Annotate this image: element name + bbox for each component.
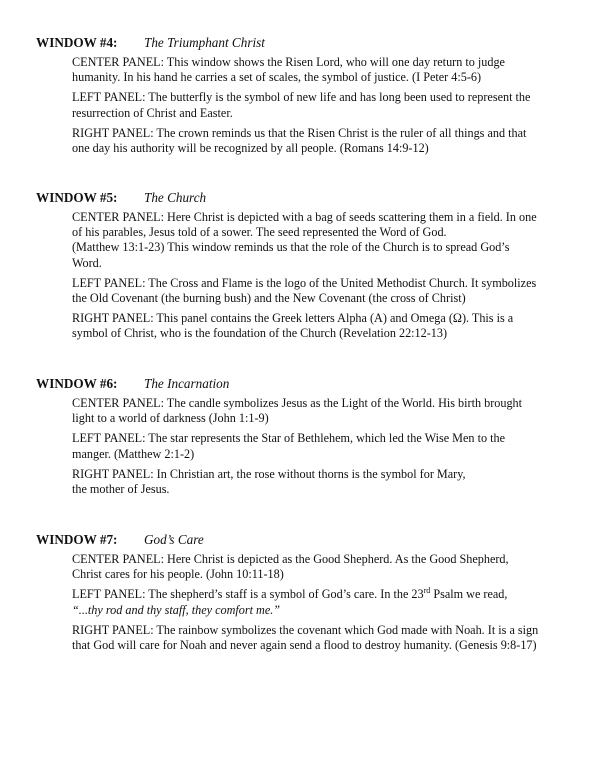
text-line: manger. (Matthew 2:1-2) xyxy=(72,446,195,461)
window-7-section xyxy=(36,532,576,653)
text-line: the Old Covenant (the burning bush) and the New Covenant (the cross of Christ) xyxy=(72,291,466,306)
text-line: CENTER PANEL: The candle symbolizes Jesus as the Light of the World. His birth brought xyxy=(72,396,523,410)
text-line: resurrection of Christ and Easter. xyxy=(72,105,233,120)
text-line: RIGHT PANEL: The crown reminds us that the Risen Christ is the ruler of all things and that xyxy=(72,125,527,140)
window-label: WINDOW #4: xyxy=(36,35,118,50)
window-5-section xyxy=(36,190,576,342)
text-line: Word. xyxy=(72,255,102,270)
window-4-heading xyxy=(36,35,576,51)
window-5-heading xyxy=(36,190,576,206)
text-line: RIGHT PANEL: This panel contains the Greek letters Alpha (A) and Omega (Ω). This is a xyxy=(72,311,514,326)
window-title: The Church xyxy=(144,190,207,205)
window-7-heading xyxy=(36,532,576,548)
window-6-heading xyxy=(36,376,576,392)
text-line xyxy=(72,587,572,602)
center-panel-description xyxy=(72,552,572,582)
window-label: WINDOW #6: xyxy=(36,376,118,391)
right-panel-description xyxy=(72,623,572,653)
text-line: RIGHT PANEL: The rainbow symbolizes the covenant which God made with Noah. It is a sign xyxy=(72,622,539,637)
left-panel-description xyxy=(72,431,572,461)
window-title: The Triumphant Christ xyxy=(144,35,265,50)
text-line: light to a world of darkness (John 1:1-9) xyxy=(72,411,269,426)
left-panel-description xyxy=(72,276,572,306)
window-label: WINDOW #5: xyxy=(36,190,118,205)
text-line: LEFT PANEL: The butterfly is the symbol of new life and has long been used to represent the xyxy=(72,90,531,105)
text-line: that God will care for Noah and never again send a flood to destroy humanity. (Genesis 9:8-17) xyxy=(72,638,537,653)
text-line: CENTER PANEL: Here Christ is depicted as the Good Shepherd. As the Good Shepherd, xyxy=(72,552,509,566)
window-title: God’s Care xyxy=(144,532,204,547)
text-segment: Psalm we read, xyxy=(430,587,508,602)
window-title: The Incarnation xyxy=(144,376,230,391)
right-panel-description xyxy=(72,467,572,497)
left-panel-description xyxy=(72,587,572,617)
window-4-section xyxy=(36,35,576,156)
window-label: WINDOW #7: xyxy=(36,532,118,547)
ordinal-superscript: rd xyxy=(423,586,431,596)
text-line: of his parables, Jesus told of a sower. The seed represented the Word of God. xyxy=(72,225,447,240)
text-line: one day his authority will be recognized by all people. (Romans 14:9-12) xyxy=(72,141,429,156)
text-line: Christ cares for his people. (John 10:11-18) xyxy=(72,567,284,582)
center-panel-description xyxy=(72,210,572,271)
right-panel-description xyxy=(72,126,572,156)
text-line: (Matthew 13:1-23) This window reminds us that the role of the Church is to spread God’s xyxy=(72,240,510,255)
text-segment: LEFT PANEL: The shepherd’s staff is a symbol of God’s care. In the 23 xyxy=(72,587,424,602)
right-panel-description xyxy=(72,311,572,341)
text-line: LEFT PANEL: The star represents the Star of Bethlehem, which led the Wise Men to the xyxy=(72,431,505,446)
text-line: symbol of Christ, who is the foundation of the Church (Revelation 22:12-13) xyxy=(72,326,448,341)
window-6-section xyxy=(36,376,576,497)
text-line: humanity. In his hand he carries a set of scales, the symbol of justice. (I Peter 4:5-6) xyxy=(72,70,482,85)
center-panel-description xyxy=(72,55,572,85)
center-panel-description xyxy=(72,396,572,426)
psalm-quote: “...thy rod and thy staff, they comfort me.” xyxy=(72,602,281,617)
text-line: the mother of Jesus. xyxy=(72,482,170,497)
left-panel-description xyxy=(72,90,572,120)
text-line: LEFT PANEL: The Cross and Flame is the logo of the United Methodist Church. It symbolizes xyxy=(72,275,537,290)
text-line: CENTER PANEL: Here Christ is depicted with a bag of seeds scattering them in a field. In one xyxy=(72,210,537,224)
text-line: RIGHT PANEL: In Christian art, the rose without thorns is the symbol for Mary, xyxy=(72,466,466,481)
text-line: CENTER PANEL: This window shows the Risen Lord, who will one day return to judge xyxy=(72,55,505,69)
